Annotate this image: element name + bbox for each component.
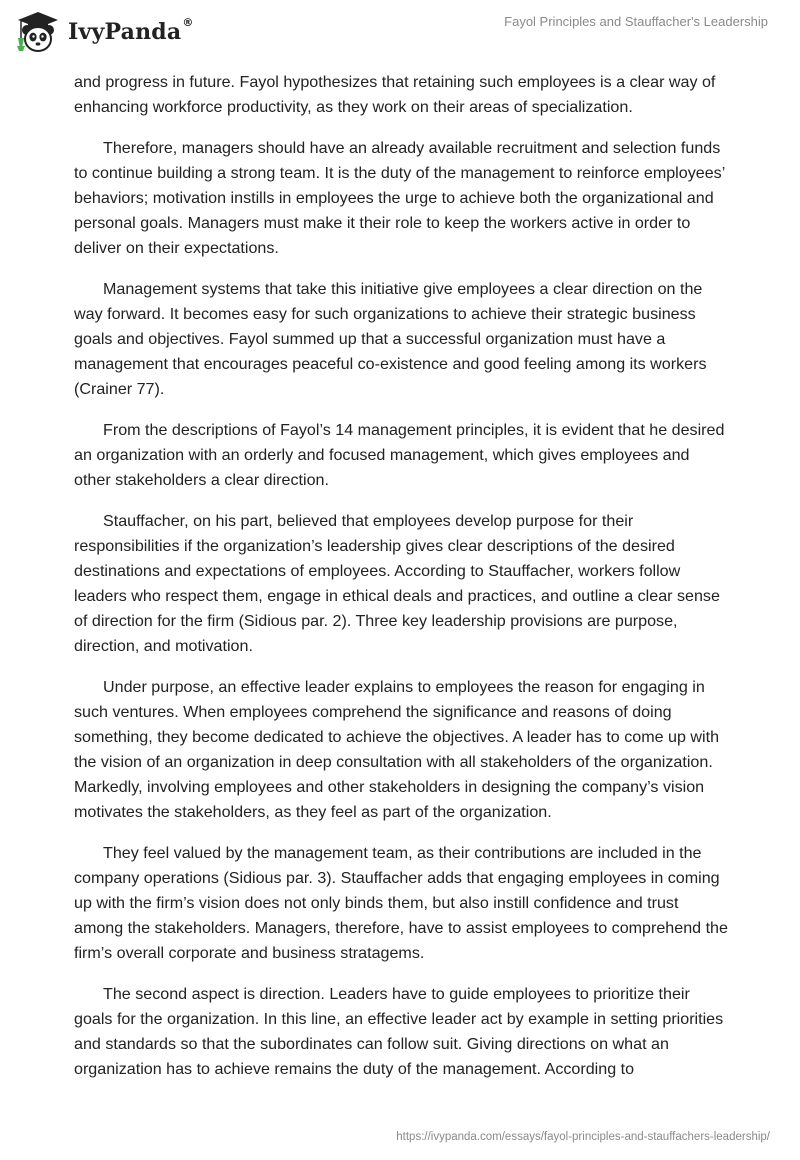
panda-graduate-icon	[14, 10, 62, 54]
paragraph: Stauffacher, on his part, believed that employees develop purpose for their responsibilities if the organization’s leadership gives clear descriptions of the desired destinations and expectations of employees. According to Stauffacher, workers follow leaders who respect them, engage in ethical deals and practices, and outline a clear sense of direction for the firm (Sidious par. 2). Three key leadership provisions are purpose, direction, and motivation.	[74, 512, 720, 655]
paragraph: From the descriptions of Fayol’s 14 management principles, it is evident that he desired an organization with an orderly and focused management, which gives employees and other stakeholders a clear direction.	[74, 421, 725, 489]
paragraph: Management systems that take this initiative give employees a clear direction on the way forward. It becomes easy for such organizations to achieve their strategic business goals and objectives. Fayol summed up that a successful organization must have a management that encourages peaceful co-existence and good feeling among its workers (Crainer 77).	[74, 280, 707, 398]
essay-body	[74, 70, 730, 1098]
page-header	[0, 0, 800, 62]
paragraph: They feel valued by the management team, as their contributions are included in the company operations (Sidious par. 3). Stauffacher adds that engaging employees in coming up with the firm’s vision does not only binds them, but also instill confidence and trust among the stakeholders. Managers, therefore, have to assist employees to comprehend the firm’s overall corporate and business stratagems.	[74, 844, 728, 962]
document-title: Fayol Principles and Stauffacher's Leadership	[504, 14, 768, 29]
paragraph: The second aspect is direction. Leaders have to guide employees to prioritize their goals for the organization. In this line, an effective leader act by example in setting priorities and standards so that the subordinates can follow suit. Giving directions on what an organization has to achieve remains the duty of the management. According to	[74, 985, 724, 1078]
paragraph: Under purpose, an effective leader explains to employees the reason for engaging in such ventures. When employees comprehend the significance and reasons of doing something, they become dedicated to achieve the objectives. A leader has to come up with the vision of an organization in deep consultation with all stakeholders of the organization. Markedly, involving employees and other stakeholders in designing the company’s vision motivates the stakeholders, as they feel as part of the organization.	[74, 678, 720, 821]
ivypanda-logo[interactable]	[14, 10, 194, 54]
brand-name	[68, 16, 194, 45]
source-url[interactable]: https://ivypanda.com/essays/fayol-principles-and-stauffachers-leadership/	[396, 1131, 770, 1143]
brand-label: IvyPanda	[68, 19, 182, 45]
paragraph: Therefore, managers should have an already available recruitment and selection funds to continue building a strong team. It is the duty of the management to reinforce employees’ behaviors; motivation instills in employees the urge to achieve both the organizational and personal goals. Managers must make it their role to keep the workers active in order to deliver on their expectations.	[74, 139, 725, 257]
paragraph-continued: and progress in future. Fayol hypothesizes that retaining such employees is a clear way of enhancing workforce productivity, as they work on their areas of specialization.	[74, 73, 716, 116]
registered-mark: ®	[182, 16, 194, 29]
